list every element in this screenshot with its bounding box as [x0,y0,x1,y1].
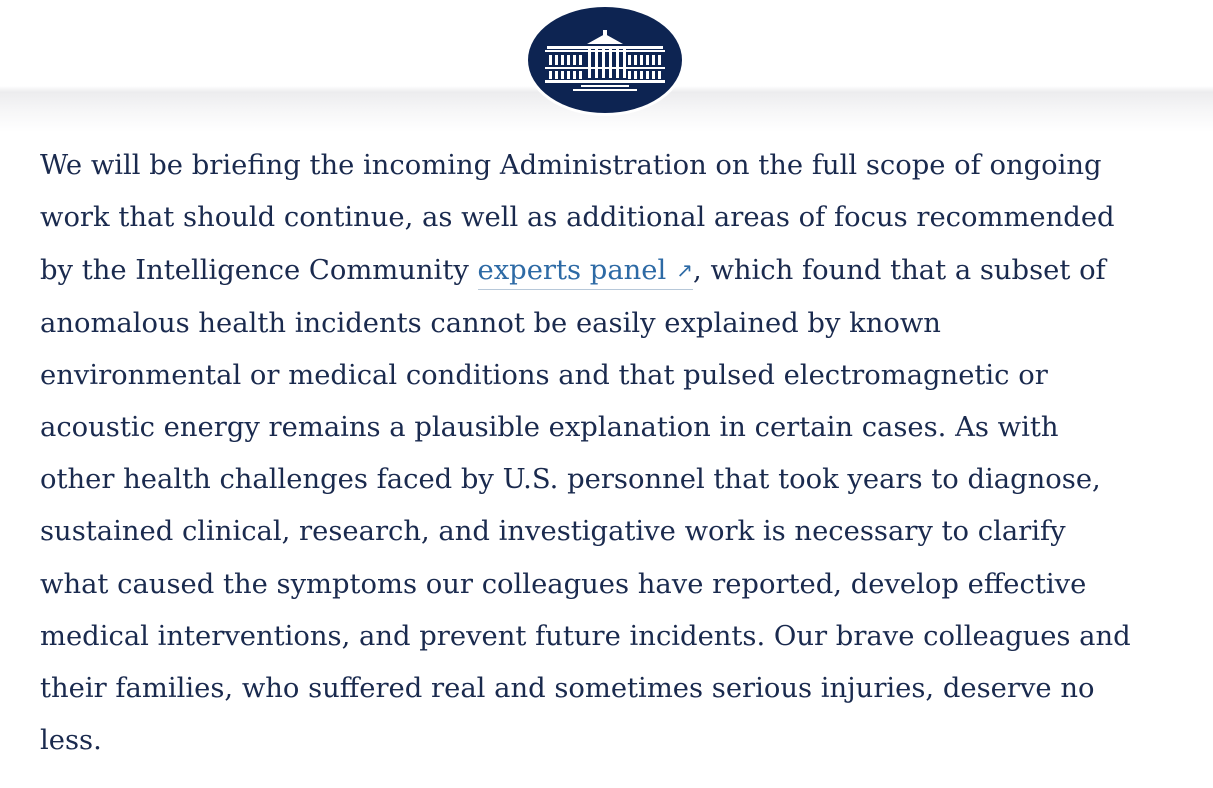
text-line: less. [40,725,102,757]
text-segment: , which found that a subset of [693,255,1106,287]
text-line-with-link [40,244,1200,297]
article-paragraph [40,140,1200,767]
text-line: acoustic energy remains a plausible explanation in certain cases. As with [40,412,1059,444]
white-house-seal-icon[interactable] [528,7,682,113]
text-line: their families, who suffered real and sometimes serious injuries, deserve no [40,673,1095,705]
link-label: experts panel [477,255,667,287]
text-line: environmental or medical conditions and that pulsed electromagnetic or [40,359,1048,391]
text-line: other health challenges faced by U.S. personnel that took years to diagnose, [40,464,1101,496]
site-header [0,0,1213,132]
article-body [40,140,1200,767]
text-line: work that should continue, as well as additional areas of focus recommended [40,202,1115,234]
external-link-arrow-icon: ↗ [676,258,694,283]
text-line: what caused the symptoms our colleagues have reported, develop effective [40,568,1087,600]
text-line: medical interventions, and prevent future incidents. Our brave colleagues and [40,620,1131,652]
experts-panel-link[interactable] [478,255,694,290]
text-line: anomalous health incidents cannot be easily explained by known [40,307,941,339]
text-line: We will be briefing the incoming Administration on the full scope of ongoing [40,150,1102,181]
text-segment: by the Intelligence Community [40,255,478,287]
text-line: sustained clinical, research, and investigative work is necessary to clarify [40,516,1066,548]
